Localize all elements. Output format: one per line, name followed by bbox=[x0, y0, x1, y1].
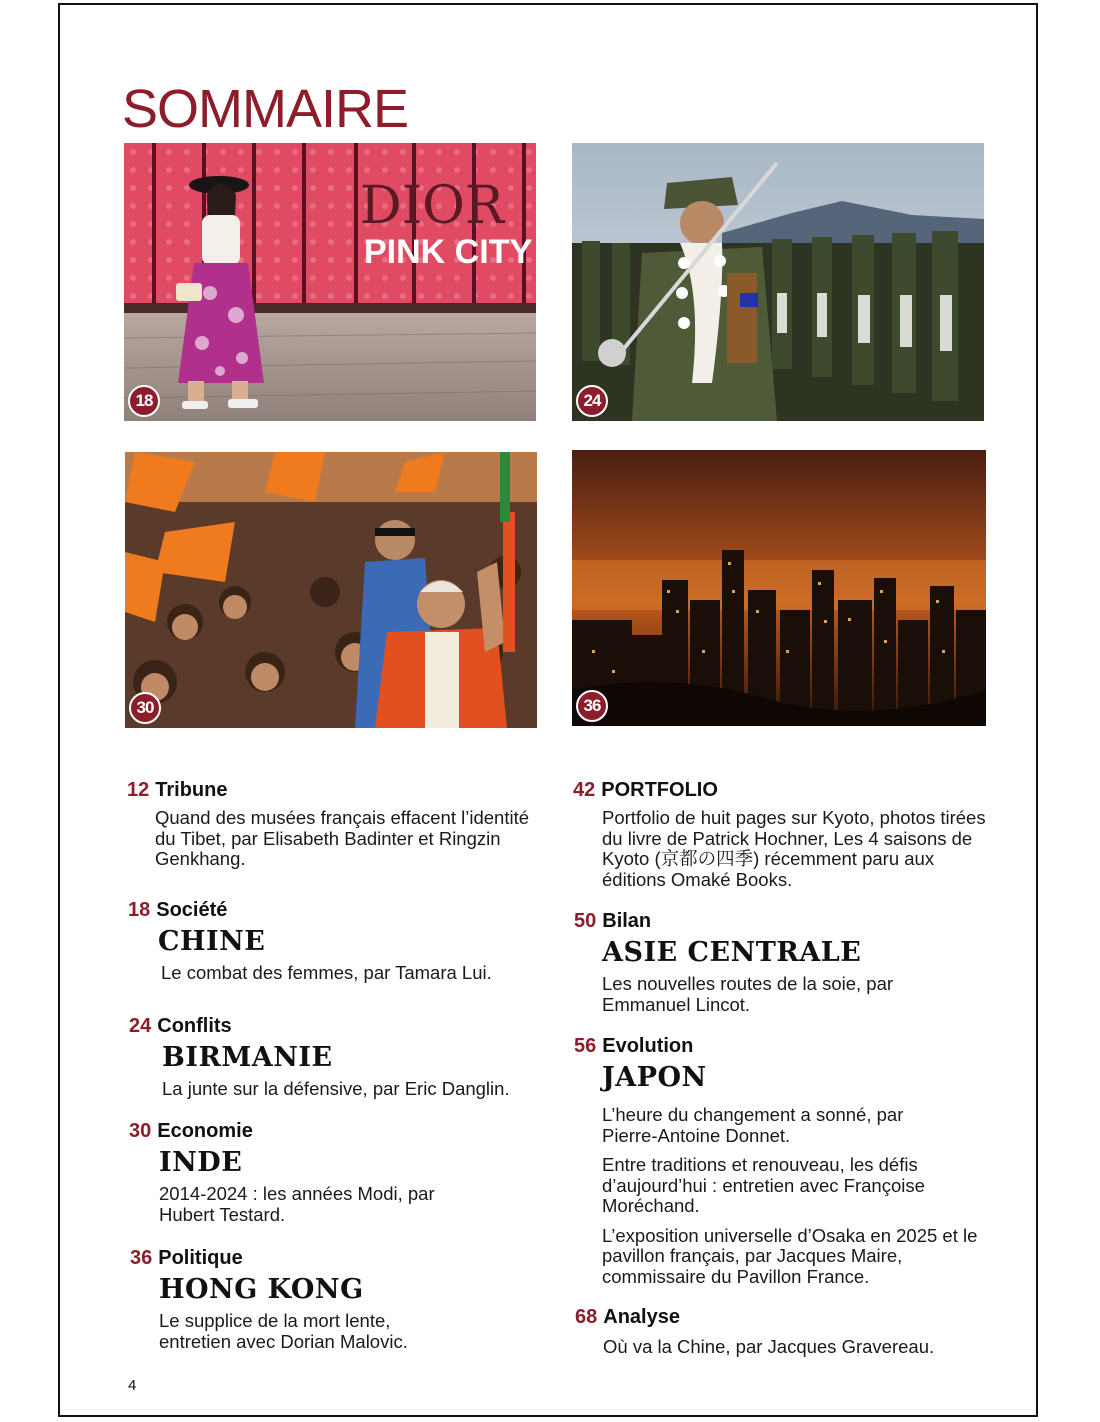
sign-sub-text: PINK CITY bbox=[364, 233, 533, 271]
city-night-image bbox=[572, 450, 986, 726]
page-badge: 36 bbox=[576, 690, 608, 722]
entry-description: Où va la Chine, par Jacques Gravereau. bbox=[603, 1336, 935, 1357]
photo-economie[interactable] bbox=[125, 452, 537, 728]
entry-page-number: 68 bbox=[575, 1306, 598, 1328]
toc-entry-economie[interactable] bbox=[129, 1120, 549, 1225]
soldier-parade-image bbox=[572, 143, 984, 421]
page-badge: 18 bbox=[128, 385, 160, 417]
entry-description: Portfolio de huit pages sur Kyoto, photos tirées du livre de Patrick Hochner, Les 4 saisons de Kyoto (京都の四季) récemment paru aux éditions Omaké Books. bbox=[602, 807, 986, 890]
entry-section: Evolution bbox=[602, 1035, 694, 1057]
page-title: SOMMAIRE bbox=[122, 79, 409, 139]
entry-description: La junte sur la défensive, par Eric Danglin. bbox=[162, 1078, 510, 1099]
toc-entry-societe[interactable] bbox=[128, 899, 548, 984]
toc-entry-bilan[interactable] bbox=[574, 910, 994, 1015]
entry-headline: BIRMANIE bbox=[162, 1042, 333, 1073]
toc-entry-analyse[interactable] bbox=[575, 1306, 995, 1358]
toc-entry-conflits[interactable] bbox=[129, 1015, 549, 1100]
entry-section: Politique bbox=[158, 1247, 243, 1269]
toc-entry-politique[interactable] bbox=[130, 1247, 550, 1352]
entry-headline: JAPON bbox=[602, 1062, 707, 1093]
entry-section: Economie bbox=[157, 1120, 253, 1142]
toc-entry-portfolio[interactable] bbox=[573, 779, 993, 890]
entry-description: Le supplice de la mort lente, entretien avec Dorian Malovic. bbox=[159, 1310, 408, 1352]
entry-page-number: 18 bbox=[128, 899, 151, 921]
page-number: 4 bbox=[128, 1377, 137, 1394]
photo-politique[interactable] bbox=[572, 450, 986, 726]
entry-section: Bilan bbox=[602, 910, 652, 932]
entry-page-number: 12 bbox=[127, 779, 150, 801]
entry-description: 2014-2024 : les années Modi, par Hubert Testard. bbox=[159, 1183, 435, 1225]
toc-entry-tribune[interactable] bbox=[127, 779, 547, 870]
photo-societe[interactable] bbox=[124, 143, 536, 421]
entry-page-number: 50 bbox=[574, 910, 597, 932]
entry-section: Tribune bbox=[155, 779, 228, 801]
entry-page-number: 30 bbox=[129, 1120, 152, 1142]
sign-brand-text: DIOR bbox=[360, 176, 505, 236]
fashion-street-image bbox=[124, 143, 536, 421]
entry-headline: CHINE bbox=[158, 926, 266, 957]
entry-section: PORTFOLIO bbox=[601, 779, 718, 801]
photo-conflits[interactable] bbox=[572, 143, 984, 421]
page-badge: 30 bbox=[129, 692, 161, 724]
entry-description: Le combat des femmes, par Tamara Lui. bbox=[161, 962, 492, 983]
entry-section: Conflits bbox=[157, 1015, 232, 1037]
rally-crowd-image bbox=[125, 452, 537, 728]
entry-description: Quand des musées français effacent l’identité du Tibet, par Elisabeth Badinter et Ringzin Genkhang. bbox=[155, 807, 529, 869]
entry-description: L’exposition universelle d’Osaka en 2025 et le pavillon français, par Jacques Maire, commissaire du Pavillon France. bbox=[602, 1224, 978, 1287]
page-badge: 24 bbox=[576, 385, 608, 417]
entry-description: L’heure du changement a sonné, par Pierre-Antoine Donnet. bbox=[602, 1104, 904, 1146]
entry-section: Analyse bbox=[603, 1306, 680, 1328]
entry-section: Société bbox=[156, 899, 228, 921]
entry-page-number: 42 bbox=[573, 779, 596, 801]
entry-description: Entre traditions et renouveau, les défis d’aujourd’hui : entretien avec Françoise Moréchand. bbox=[602, 1154, 925, 1216]
entry-headline: HONG KONG bbox=[159, 1274, 364, 1305]
entry-page-number: 56 bbox=[574, 1035, 597, 1057]
entry-page-number: 24 bbox=[129, 1015, 152, 1037]
entry-headline: ASIE CENTRALE bbox=[602, 937, 862, 968]
entry-description: Les nouvelles routes de la soie, par Emmanuel Lincot. bbox=[602, 973, 894, 1015]
entry-headline: INDE bbox=[159, 1147, 243, 1178]
entry-page-number: 36 bbox=[130, 1247, 153, 1269]
toc-entry-evolution[interactable] bbox=[574, 1035, 994, 1287]
